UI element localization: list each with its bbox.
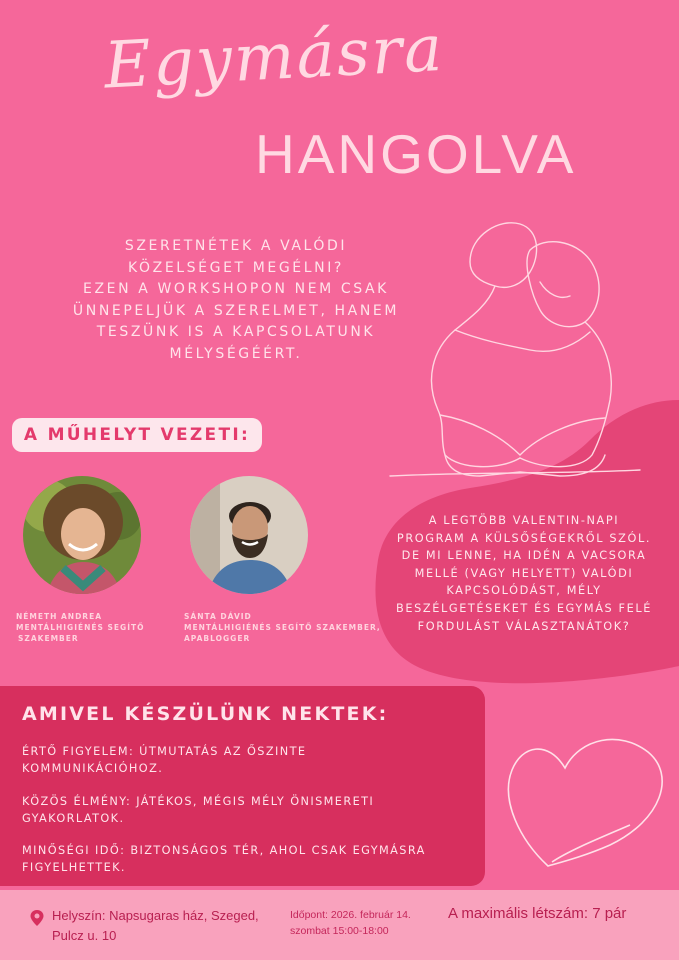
avatar-santa-david: [190, 476, 308, 594]
person-name-1: [16, 611, 145, 644]
preparation-line: GYAKORLATOK.: [22, 812, 125, 825]
person-name-text: SÁNTA DÁVID: [184, 612, 252, 621]
blob-line: BESZÉLGETÉSEKET ÉS EGYMÁS FELÉ: [396, 601, 652, 615]
preparation-line: MINŐSÉGI IDŐ: BIZTONSÁGOS TÉR, AHOL CSAK EGYMÁSRA: [22, 844, 426, 857]
blob-line: DE MI LENNE, HA IDÉN A VACSORA: [401, 549, 647, 563]
heart-line-art-icon: [508, 739, 662, 866]
location-line: Pulcz u. 10: [52, 928, 117, 943]
map-pin-icon: [29, 909, 45, 927]
preparation-line: FIGYELHETTEK.: [22, 861, 126, 874]
man-portrait-icon: [190, 476, 308, 594]
blob-line: KAPCSOLÓDÁST, MÉLY: [446, 584, 602, 598]
blob-line: FORDULÁST VÁLASZTANÁTOK?: [417, 619, 631, 633]
preparation-item-2: [22, 793, 472, 827]
title-caps: HANGOLVA: [255, 123, 577, 185]
person-role-line: APABLOGGER: [184, 634, 251, 643]
time-line: Időpont: 2026. február 14.: [290, 909, 411, 921]
intro-line: ÜNNEPELJÜK A SZERELMET, HANEM: [72, 302, 400, 319]
time-text: [290, 907, 411, 939]
person-name-text: NÉMETH ANDREA: [16, 612, 103, 621]
preparation-title: AMIVEL KÉSZÜLÜNK NEKTEK:: [22, 703, 389, 725]
preparation-line: ÉRTŐ FIGYELEM: ÚTMUTATÁS AZ ŐSZINTE: [22, 745, 307, 758]
blob-line: MELLÉ (VAGY HELYETT) VALÓDI: [414, 566, 634, 580]
person-role-line: MENTÁLHIGIÉNÉS SEGÍTŐ: [16, 623, 145, 632]
preparation-line: KÖZÖS ÉLMÉNY: JÁTÉKOS, MÉGIS MÉLY ÖNISMERETI: [22, 795, 375, 808]
preparation-line: KOMMUNIKÁCIÓHOZ.: [22, 762, 164, 775]
avatar-nemeth-andrea: [23, 476, 141, 594]
intro-line: SZERETNÉTEK A VALÓDI: [124, 238, 348, 254]
person-role-line: MENTÁLHIGIÉNÉS SEGÍTŐ SZAKEMBER,: [184, 623, 381, 632]
leaders-label: A MŰHELYT VEZETI:: [12, 418, 262, 452]
intro-line: EZEN A WORKSHOPON NEM CSAK: [83, 281, 389, 297]
intro-line: MÉLYSÉGÉÉRT.: [169, 345, 303, 362]
preparation-item-3: [22, 842, 472, 876]
person-role-line: SZAKEMBER: [18, 634, 79, 643]
max-capacity-text: A maximális létszám: 7 pár: [448, 905, 627, 922]
time-line: szombat 15:00-18:00: [290, 925, 389, 937]
title-script: Egymásra: [102, 11, 446, 104]
blob-line: PROGRAM A KÜLSŐSÉGEKRŐL SZÓL.: [396, 531, 652, 545]
location-line: Helyszín: Napsugaras ház, Szeged,: [52, 908, 259, 923]
intro-line: KÖZELSÉGET MEGÉLNI?: [128, 259, 344, 276]
intro-text: [56, 236, 416, 365]
woman-portrait-icon: [23, 476, 141, 594]
person-name-2: [184, 611, 381, 644]
blob-line: A LEGTÖBB VALENTIN-NAPI: [428, 514, 620, 527]
intro-line: TESZÜNK IS A KAPCSOLATUNK: [96, 324, 376, 340]
blob-text: [382, 512, 666, 635]
preparation-item-1: [22, 743, 472, 777]
location-text: [52, 906, 259, 946]
